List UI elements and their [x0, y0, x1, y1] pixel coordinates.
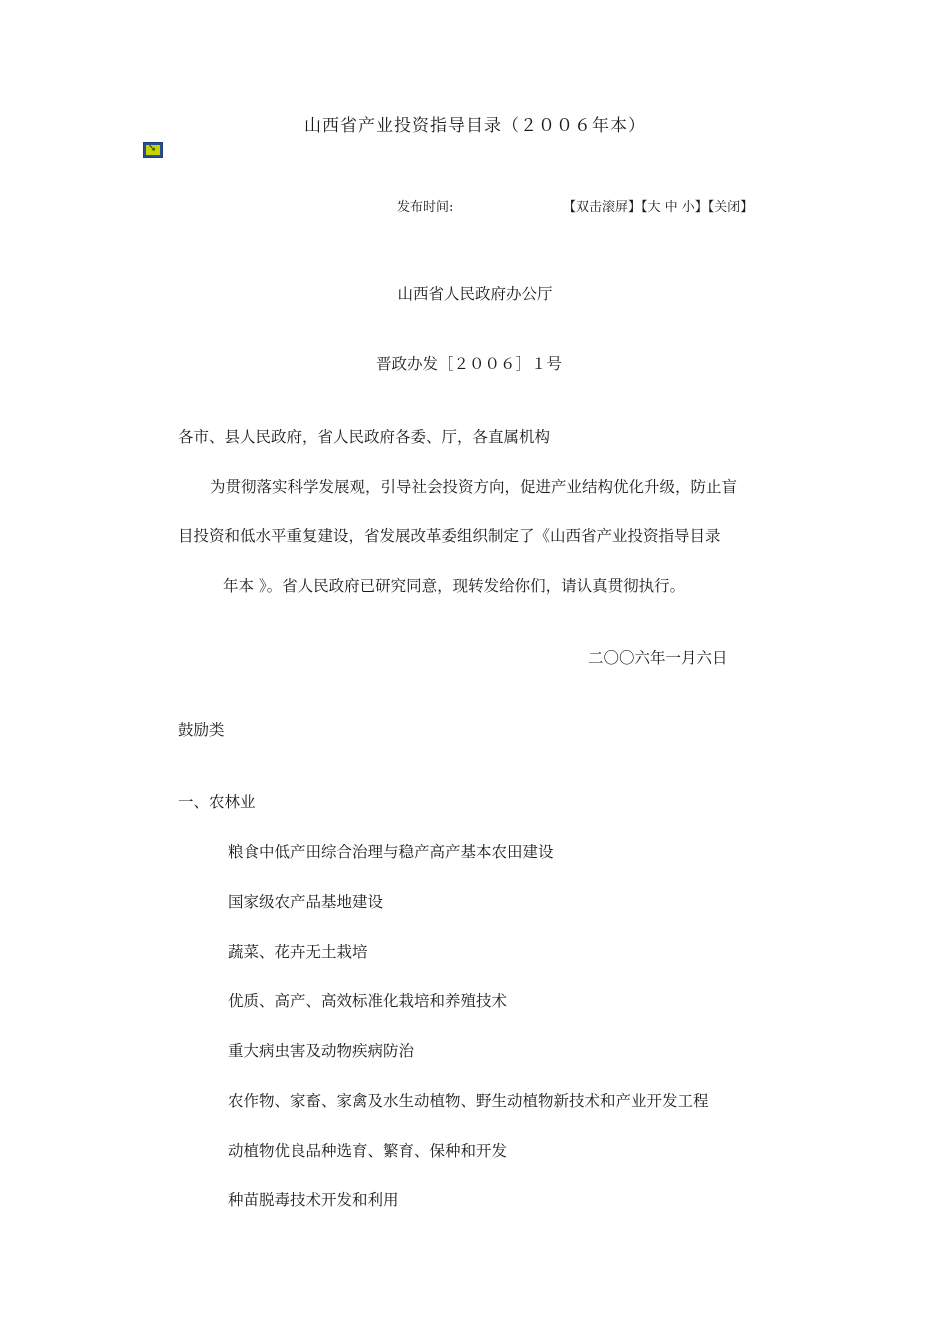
list-item: 农作物、家畜、家禽及水生动植物、野生动植物新技术和产业开发工程 [228, 1092, 709, 1110]
list-item: 国家级农产品基地建设 [228, 893, 384, 911]
green-arrow-icon[interactable] [143, 142, 163, 158]
arrow-glyph: ➘ [148, 143, 157, 154]
issuer: 山西省人民政府办公厅 [397, 285, 553, 303]
list-item: 蔬菜、花卉无土栽培 [228, 943, 368, 961]
paragraph-line-2: 目投资和低水平重复建设，省发展改革委组织制定了《山西省产业投资指导目录 [178, 527, 721, 545]
page-title: 山西省产业投资指导目录（２００６年本） [304, 116, 646, 136]
publish-time-label: 发布时间: [397, 200, 454, 215]
recipients: 各市、县人民政府，省人民政府各委、厅，各直属机构 [178, 428, 551, 446]
close-link[interactable]: 【关闭】 [707, 200, 754, 215]
list-item: 动植物优良品种选育、繁育、保种和开发 [228, 1142, 508, 1160]
list-item: 粮食中低产田综合治理与稳产高产基本农田建设 [228, 843, 554, 861]
font-size-link[interactable]: 【大 中 小】 [641, 200, 708, 215]
document-number: 晋政办发［２００６］１号 [376, 355, 563, 373]
category-heading: 鼓励类 [178, 721, 225, 739]
list-item: 优质、高产、高效标准化栽培和养殖技术 [228, 992, 508, 1010]
list-item: 重大病虫害及动物疾病防治 [228, 1042, 415, 1060]
document-date: 二〇〇六年一月六日 [588, 649, 728, 667]
paragraph-line-3: 年本 》。省人民政府已研究同意，现转发给你们，请认真贯彻执行。 [223, 577, 686, 595]
toolbar [563, 201, 753, 214]
paragraph-line-1: 为贯彻落实科学发展观，引导社会投资方向，促进产业结构优化升级，防止盲 [210, 478, 738, 496]
list-item: 种苗脱毒技术开发和利用 [228, 1191, 399, 1209]
section-heading: 一、农林业 [178, 793, 256, 811]
double-click-scroll-link[interactable]: 【双击滚屏】 [563, 200, 642, 215]
